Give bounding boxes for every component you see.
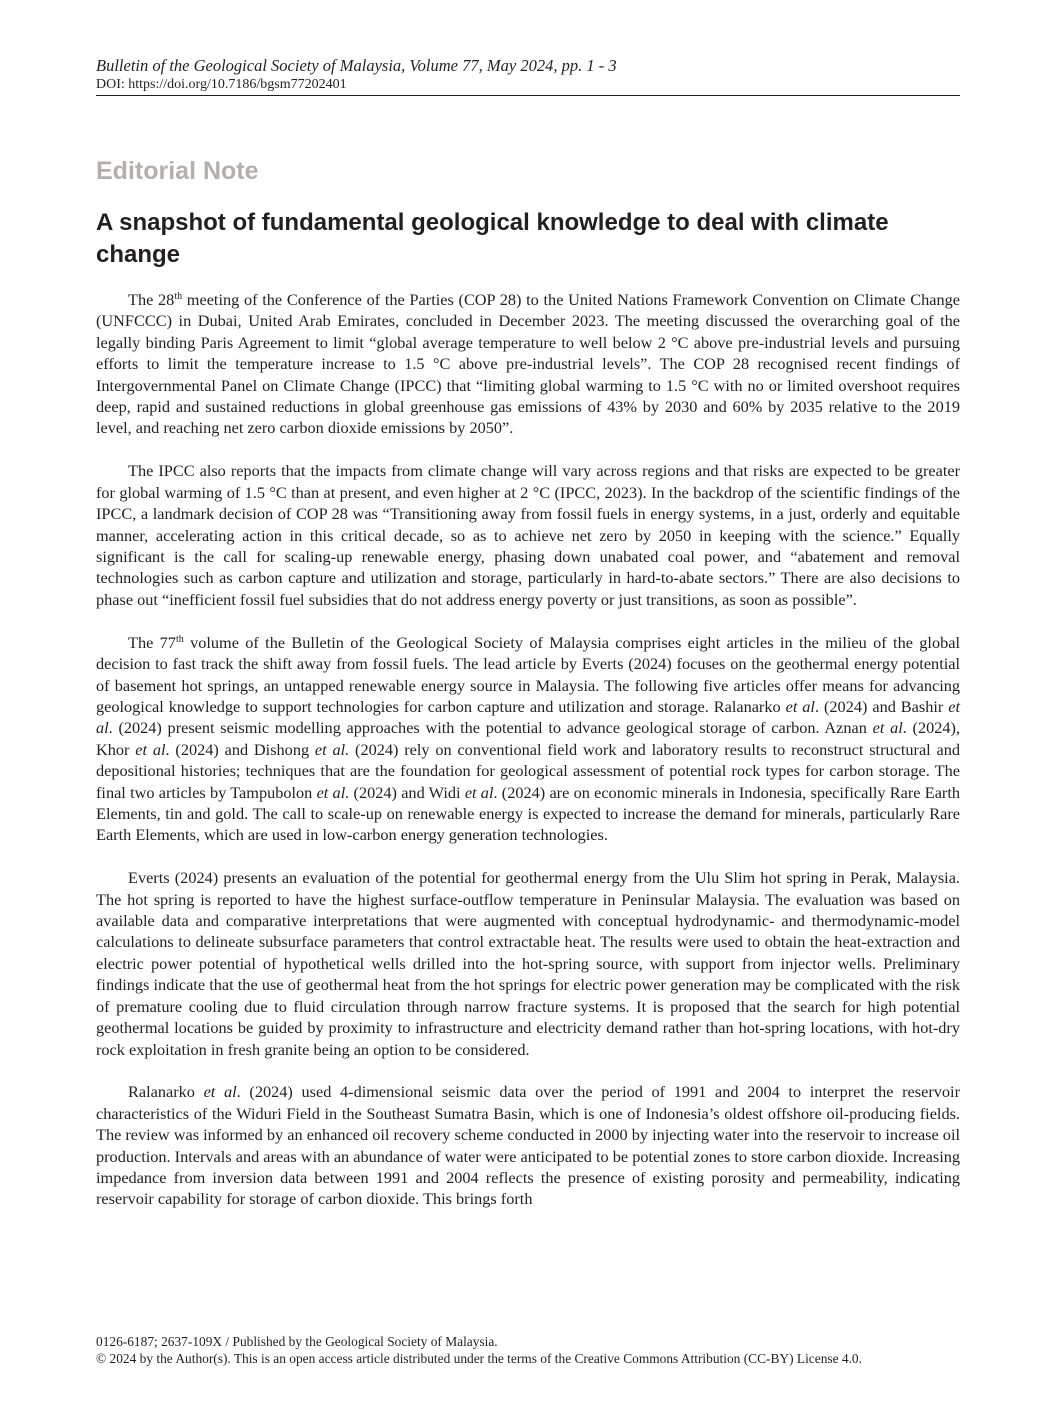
journal-citation: Bulletin of the Geological Society of Malaysia, Volume 77, May 2024, pp. 1 - 3 bbox=[96, 56, 617, 75]
paragraph-text: . (2024) present seismic modelling approaches with the potential to advance geological storage of carbon. Aznan bbox=[108, 718, 873, 738]
running-header bbox=[96, 56, 960, 94]
et-al-italic: et al bbox=[785, 696, 815, 716]
paragraph-text: The 77 bbox=[128, 632, 176, 652]
paragraph-text: volume of the Bulletin of the Geological Society of Malaysia comprises eight articles in the milieu of the global decision to fast track the shift away from fossil fuels. The lead article by Everts (2024) focuses on the geothermal energy potential of basement hot springs, an untapped renewable energy source in Malaysia. The following five articles offer means for advancing geological knowledge to support technologies for carbon capture and utilization and storage. Ralanarko bbox=[96, 632, 960, 716]
page-footer bbox=[96, 1333, 976, 1367]
paragraph-text: Ralanarko bbox=[128, 1082, 204, 1102]
header-divider bbox=[96, 95, 960, 96]
paragraph-text: . (2024) used 4-dimensional seismic data over the period of 1991 and 2004 to interpret the reservoir characteristics of the Widuri Field in the Southeast Sumatra Basin, which is one of Indonesia’s oldest offshore oil-producing fields. The review was informed by an enhanced oil recovery scheme conducted in 2000 by injecting water into the reservoir to increase oil production. Intervals and areas with an abundance of water were anticipated to be potential zones to store carbon dioxide. Increasing impedance from inversion data between 1991 and 2004 reflects the presence of existing porosity and permeability, indicating reservoir capability for storage of carbon dioxide. This brings forth bbox=[96, 1082, 960, 1209]
et-al-italic: et al bbox=[96, 696, 961, 738]
paragraph-5 bbox=[96, 1081, 960, 1209]
paragraph-text: meeting of the Conference of the Parties (COP 28) to the United Nations Framework Convention on Climate Change (UNFCCC) in Dubai, United Arab Emirates, concluded in December 2023. The meeting discussed the overarching goal of the legally binding Paris Agreement to limit “global average temperature to well below 2 °C above pre-industrial levels and pursuing efforts to limit the temperature increase to 1.5 °C above pre-industrial levels”. The COP 28 recognised recent findings of Intergovernmental Panel on Climate Change (IPCC) that “limiting global warming to 1.5 °C with no or limited overshoot requires deep, rapid and sustained reductions in global greenhouse gas emissions of 43% by 2030 and 60% by 2035 relative to the 2019 level, and reaching net zero carbon dioxide emissions by 2050”. bbox=[96, 290, 960, 438]
paragraph-4: Everts (2024) presents an evaluation of the potential for geothermal energy from the Ulu Slim hot spring in Perak, Malaysia. The hot spring is reported to have the highest surface-outflow temperature in Peninsular Malaysia. The evaluation was based on available data and comparative interpretations that were augmented with conceptual hydrodynamic- and thermodynamic-model calculations to delineate subsurface parameters that control extractable heat. The results were used to obtain the heat-extraction and electric power potential of hypothetical wells drilled into the hot-spring source, with support from injector wells. Preliminary findings indicate that the use of geothermal heat from the hot springs for electric power generation may be complicated with the risk of premature cooling due to fluid circulation through narrow fracture systems. It is proposed that the search for high potential geothermal locations be guided by proximity to infrastructure and electricity demand rather than hot-spring locations, with hot-dry rock exploitation in fresh granite being an option to be considered. bbox=[96, 868, 960, 1059]
et-al-italic: et al bbox=[872, 718, 903, 738]
paragraph-1 bbox=[96, 289, 960, 439]
doi-link[interactable]: DOI: https://doi.org/10.7186/bgsm77202401 bbox=[96, 77, 347, 92]
et-al-italic: et al. bbox=[314, 739, 350, 759]
paragraph-3 bbox=[96, 632, 960, 846]
et-al-italic: et al bbox=[203, 1082, 237, 1102]
paragraph-text: (2024) rely on conventional field work and laboratory results to reconstruct structural and depositional histories; techniques that are the foundation for geological assessment of potential rock types for carbon storage. The final two articles by Tampubolon bbox=[96, 739, 961, 802]
paragraph-text: . (2024) and Bashir bbox=[814, 696, 949, 716]
ordinal-suffix: th bbox=[174, 291, 183, 302]
et-al-italic: et al. bbox=[316, 782, 350, 802]
paragraph-text: . (2024), Khor bbox=[96, 718, 960, 759]
paragraph-2: The IPCC also reports that the impacts from climate change will vary across regions and that risks are expected to be greater for global warming of 1.5 °C than at present, and even higher at 2 °C (IPCC, 2023). In the backdrop of the scientific findings of the IPCC, a landmark decision of COP 28 was “Transitioning away from fossil fuels in energy systems, in a just, orderly and equitable manner, accelerating action in this critical decade, so as to achieve net zero by 2050 in keeping with the science.” Equally significant is the call for scaling-up renewable energy, phasing down unabated coal power, and “abatement and removal technologies such as carbon capture and utilization and storage, particularly in hard-to-abate sectors.” There are also decisions to phase out “inefficient fossil fuel subsidies that do not address energy poverty or just transitions, as soon as possible”. bbox=[96, 461, 960, 609]
ordinal-suffix: th bbox=[175, 633, 184, 645]
et-al-italic: et al bbox=[135, 739, 166, 759]
paragraph-text: . (2024) are on economic minerals in Indonesia, specifically Rare Earth Elements, tin and gold. The call to scale-up on renewable energy is expected to increase the demand for minerals, particularly Rare Earth Elements, which are used in low-carbon energy generation technologies. bbox=[96, 782, 961, 845]
et-al-italic: et al bbox=[464, 782, 494, 802]
article-title: A snapshot of fundamental geological knowledge to deal with climate change bbox=[96, 209, 889, 268]
paragraph-text: (2024) and Widi bbox=[349, 782, 465, 802]
article-body bbox=[96, 289, 960, 1231]
license-line: © 2024 by the Author(s). This is an open access article distributed under the terms of the Creative Commons Attribution (CC-BY) License 4.0. bbox=[96, 1351, 862, 1366]
paragraph-text: . (2024) and Dishong bbox=[165, 739, 315, 759]
section-label: Editorial Note bbox=[96, 157, 259, 185]
paragraph-text: The 28 bbox=[128, 290, 175, 309]
issn-publisher-line: 0126-6187; 2637-109X / Published by the Geological Society of Malaysia. bbox=[96, 1334, 498, 1349]
